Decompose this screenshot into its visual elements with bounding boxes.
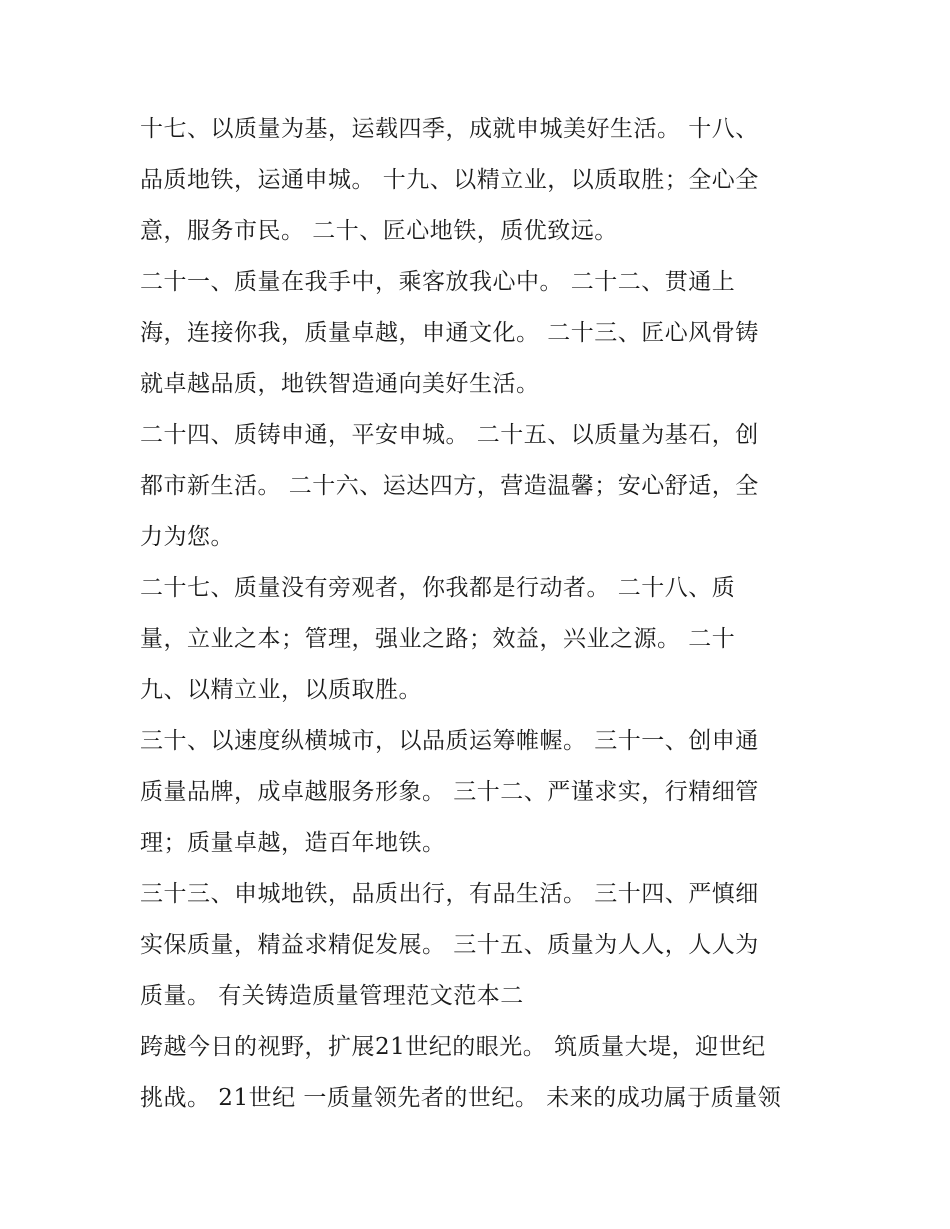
text-line: 挑战。 21世纪 一质量领先者的世纪。 未来的成功属于质量领 (140, 1085, 782, 1111)
text-line: 质量品牌，成卓越服务形象。 三十二、严谨求实，行精细管 (140, 779, 759, 805)
text-line: 理；质量卓越，造百年地铁。 (140, 830, 446, 856)
text-line: 质量。 有关铸造质量管理范文范本二 (140, 983, 524, 1009)
text-line: 二十一、质量在我手中，乘客放我心中。 二十二、贯通上 (140, 269, 736, 295)
text-line: 意，服务市民。 二十、匠心地铁，质优致远。 (140, 218, 618, 244)
text-line: 都市新生活。 二十六、运达四方，营造温馨；安心舒适，全 (140, 473, 759, 499)
text-line: 品质地铁，运通申城。 十九、以精立业，以质取胜；全心全 (140, 167, 759, 193)
text-line: 跨越今日的视野，扩展21世纪的眼光。 筑质量大堤，迎世纪 (140, 1034, 766, 1060)
text-line: 三十三、申城地铁，品质出行，有品生活。 三十四、严慎细 (140, 881, 759, 907)
text-line: 二十七、质量没有旁观者，你我都是行动者。 二十八、质 (140, 575, 736, 601)
text-line: 就卓越品质，地铁智造通向美好生活。 (140, 371, 540, 397)
text-line: 海，连接你我，质量卓越，申通文化。 二十三、匠心风骨铸 (140, 320, 759, 346)
text-line: 二十四、质铸申通，平安申城。 二十五、以质量为基石，创 (140, 422, 759, 448)
text-line: 量，立业之本；管理，强业之路；效益，兴业之源。 二十 (140, 626, 736, 652)
text-line: 十七、以质量为基，运载四季，成就申城美好生活。 十八、 (140, 116, 759, 142)
text-line: 三十、以速度纵横城市，以品质运筹帷幄。 三十一、创申通 (140, 728, 759, 754)
text-line: 实保质量，精益求精促发展。 三十五、质量为人人，人人为 (140, 932, 759, 958)
text-line: 九、以精立业，以质取胜。 (140, 677, 422, 703)
text-line: 力为您。 (140, 524, 234, 550)
